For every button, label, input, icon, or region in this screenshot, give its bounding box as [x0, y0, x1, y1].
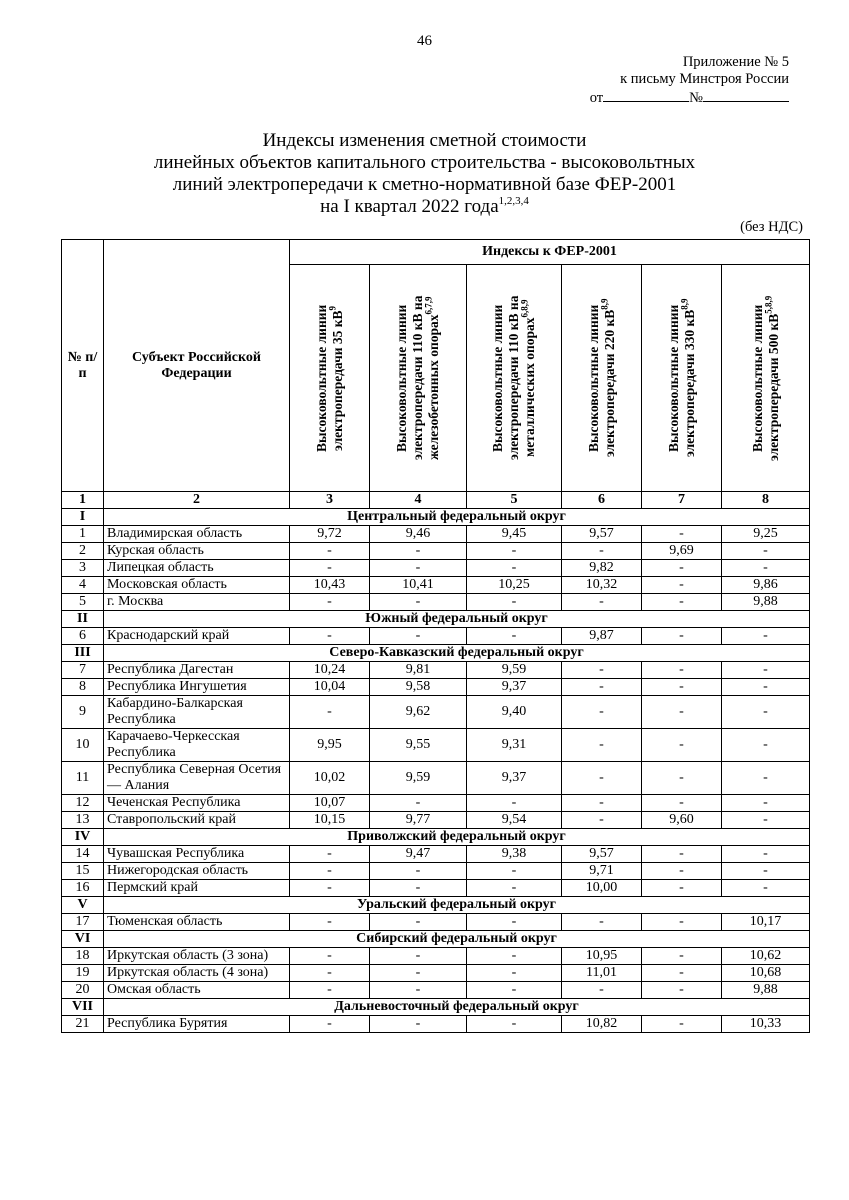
header-subject: Субъект Российской Федерации: [104, 240, 290, 492]
index-value: -: [370, 628, 467, 645]
table-row: [62, 696, 810, 729]
index-value: -: [722, 846, 810, 863]
header-index-col-7: [642, 265, 722, 492]
header-index-col-label: Высоковольтные линии электропередачи 110 кВ на металлических опорах: [490, 295, 537, 461]
row-subject: Нижегородская область: [104, 863, 290, 880]
row-number: 15: [62, 863, 104, 880]
index-value: 9,38: [467, 846, 562, 863]
index-value: -: [290, 594, 370, 611]
index-value: 10,00: [562, 880, 642, 897]
index-value: -: [642, 880, 722, 897]
index-value: -: [722, 662, 810, 679]
index-table: [61, 239, 810, 1033]
title-footnote-refs: 1,2,3,4: [498, 195, 529, 207]
row-subject: Ставропольский край: [104, 812, 290, 829]
district-name: Северо-Кавказский федеральный округ: [104, 645, 810, 662]
header-index-col-footnote: 6,8,9: [519, 299, 530, 318]
header-index-col-text: [394, 265, 442, 491]
index-value: -: [562, 914, 642, 931]
column-number-1: 1: [62, 492, 104, 509]
table-row: [62, 982, 810, 999]
index-value: -: [642, 628, 722, 645]
annex-line-3: [569, 88, 789, 107]
index-value: -: [642, 526, 722, 543]
district-number: V: [62, 897, 104, 914]
index-value: -: [562, 594, 642, 611]
annex-number-label: №: [689, 90, 703, 106]
row-subject: Краснодарский край: [104, 628, 290, 645]
header-index-col-label: Высоковольтные линии электропередачи 35 кВ: [313, 304, 345, 452]
table-body: [62, 509, 810, 1033]
index-value: -: [642, 560, 722, 577]
column-number-8: 8: [722, 492, 810, 509]
index-value: 9,60: [642, 812, 722, 829]
table-row: [62, 560, 810, 577]
index-value: 10,04: [290, 679, 370, 696]
index-value: 9,54: [467, 812, 562, 829]
index-value: -: [642, 729, 722, 762]
table-row: [62, 762, 810, 795]
index-value: 9,82: [562, 560, 642, 577]
row-number: 3: [62, 560, 104, 577]
row-subject: Кабардино-Балкарская Республика: [104, 696, 290, 729]
index-value: -: [642, 846, 722, 863]
index-value: -: [642, 863, 722, 880]
table-row: [62, 662, 810, 679]
index-value: 9,95: [290, 729, 370, 762]
district-name: Южный федеральный округ: [104, 611, 810, 628]
index-value: -: [290, 696, 370, 729]
index-value: 10,43: [290, 577, 370, 594]
row-number: 21: [62, 1016, 104, 1033]
district-row: [62, 611, 810, 628]
index-value: -: [370, 795, 467, 812]
table-row: [62, 594, 810, 611]
row-subject: Республика Дагестан: [104, 662, 290, 679]
index-value: -: [370, 560, 467, 577]
index-value: 10,07: [290, 795, 370, 812]
header-index-col-5: [467, 265, 562, 492]
column-number-4: 4: [370, 492, 467, 509]
index-value: -: [467, 880, 562, 897]
index-value: -: [370, 863, 467, 880]
header-num: № п/п: [62, 240, 104, 492]
table-row: [62, 729, 810, 762]
district-name: Сибирский федеральный округ: [104, 931, 810, 948]
index-value: -: [467, 863, 562, 880]
district-name: Приволжский федеральный округ: [104, 829, 810, 846]
index-value: 9,58: [370, 679, 467, 696]
index-value: 9,25: [722, 526, 810, 543]
no-vat-note: (без НДС): [740, 219, 803, 235]
row-number: 14: [62, 846, 104, 863]
table-row: [62, 795, 810, 812]
header-index-col-label: Высоковольтные линии электропередачи 220 кВ: [585, 304, 617, 458]
index-value: 10,82: [562, 1016, 642, 1033]
annex-date-blank: [603, 88, 689, 102]
index-value: -: [370, 965, 467, 982]
header-index-col-8: [722, 265, 810, 492]
header-index-col-label: Высоковольтные линии электропередачи 330 кВ: [665, 304, 697, 458]
row-subject: Иркутская область (4 зона): [104, 965, 290, 982]
index-value: -: [722, 696, 810, 729]
index-value: -: [722, 560, 810, 577]
district-number: III: [62, 645, 104, 662]
district-name: Дальневосточный федеральный округ: [104, 999, 810, 1016]
header-index-col-label: Высоковольтные линии электропередачи 110 кВ на железобетонных опорах: [394, 295, 441, 461]
row-subject: Республика Ингушетия: [104, 679, 290, 696]
index-value: -: [562, 543, 642, 560]
district-row: [62, 645, 810, 662]
index-value: -: [642, 1016, 722, 1033]
row-subject: г. Москва: [104, 594, 290, 611]
index-value: -: [370, 880, 467, 897]
index-value: -: [562, 762, 642, 795]
index-value: 10,32: [562, 577, 642, 594]
row-subject: Владимирская область: [104, 526, 290, 543]
column-number-5: 5: [467, 492, 562, 509]
table-row: [62, 679, 810, 696]
column-number-2: 2: [104, 492, 290, 509]
title-line-2: линейных объектов капитального строительства - высоковольтных: [153, 152, 696, 173]
row-number: 16: [62, 880, 104, 897]
index-value: 9,59: [467, 662, 562, 679]
row-subject: Тюменская область: [104, 914, 290, 931]
table-row: [62, 914, 810, 931]
index-value: 10,15: [290, 812, 370, 829]
index-value: 9,72: [290, 526, 370, 543]
index-value: 9,37: [467, 679, 562, 696]
header-index-col-footnote: 5,8,9: [763, 295, 773, 314]
index-value: 10,62: [722, 948, 810, 965]
district-number: IV: [62, 829, 104, 846]
index-value: -: [722, 543, 810, 560]
index-value: -: [642, 982, 722, 999]
index-value: -: [290, 914, 370, 931]
index-value: 9,57: [562, 846, 642, 863]
title-line-4: [0, 196, 849, 218]
header-index-col-footnote: 6,7,9: [423, 296, 434, 315]
district-row: [62, 829, 810, 846]
row-subject: Курская область: [104, 543, 290, 560]
row-subject: Чувашская Республика: [104, 846, 290, 863]
table-row: [62, 543, 810, 560]
index-value: 9,40: [467, 696, 562, 729]
index-value: -: [290, 628, 370, 645]
header-index-col-text: [666, 265, 698, 491]
index-value: -: [722, 880, 810, 897]
index-value: 9,69: [642, 543, 722, 560]
row-number: 4: [62, 577, 104, 594]
annex-block: [569, 54, 789, 107]
index-value: -: [722, 729, 810, 762]
index-value: -: [467, 982, 562, 999]
index-value: 9,47: [370, 846, 467, 863]
row-subject: Республика Бурятия: [104, 1016, 290, 1033]
index-value: -: [290, 863, 370, 880]
index-value: 9,88: [722, 982, 810, 999]
index-value: -: [370, 982, 467, 999]
annex-date-label: от: [589, 90, 604, 106]
index-value: -: [722, 863, 810, 880]
header-index-col-text: [586, 265, 618, 491]
table-row: [62, 628, 810, 645]
row-number: 12: [62, 795, 104, 812]
title-line-4-text: на I квартал 2022 года: [320, 196, 499, 217]
index-value: -: [562, 696, 642, 729]
index-value: -: [370, 543, 467, 560]
table-row: [62, 526, 810, 543]
header-index-col-4: [370, 265, 467, 492]
row-number: 1: [62, 526, 104, 543]
row-number: 11: [62, 762, 104, 795]
district-row: [62, 931, 810, 948]
index-value: -: [722, 628, 810, 645]
header-group: Индексы к ФЕР-2001: [290, 240, 810, 265]
title-line-3: линий электропередачи к сметно-нормативной базе ФЕР-2001: [172, 174, 677, 195]
index-value: -: [370, 914, 467, 931]
row-number: 19: [62, 965, 104, 982]
index-value: -: [290, 965, 370, 982]
header-index-col-footnote: 8,9: [679, 298, 689, 310]
index-value: -: [642, 795, 722, 812]
index-value: -: [562, 795, 642, 812]
index-value: -: [722, 812, 810, 829]
district-name: Центральный федеральный округ: [104, 509, 810, 526]
header-index-col-6: [562, 265, 642, 492]
district-row: [62, 999, 810, 1016]
header-index-col-text: [490, 265, 538, 491]
index-value: 10,02: [290, 762, 370, 795]
index-value: -: [642, 948, 722, 965]
row-number: 18: [62, 948, 104, 965]
row-subject: Пермский край: [104, 880, 290, 897]
row-subject: Иркутская область (3 зона): [104, 948, 290, 965]
index-value: -: [722, 795, 810, 812]
index-value: 9,71: [562, 863, 642, 880]
table-row: [62, 880, 810, 897]
index-value: 9,62: [370, 696, 467, 729]
index-value: 10,33: [722, 1016, 810, 1033]
index-value: 9,31: [467, 729, 562, 762]
annex-number-blank: [703, 88, 789, 102]
index-value: 9,88: [722, 594, 810, 611]
row-number: 8: [62, 679, 104, 696]
header-index-col-text: [314, 265, 346, 491]
index-value: -: [467, 594, 562, 611]
index-value: -: [642, 696, 722, 729]
index-value: -: [642, 662, 722, 679]
index-value: -: [467, 948, 562, 965]
table-row: [62, 846, 810, 863]
index-value: 9,37: [467, 762, 562, 795]
index-value: -: [290, 543, 370, 560]
index-value: -: [467, 543, 562, 560]
header-index-col-3: [290, 265, 370, 492]
title-line-1: Индексы изменения сметной стоимости: [262, 130, 587, 151]
row-number: 7: [62, 662, 104, 679]
index-value: 10,17: [722, 914, 810, 931]
row-number: 9: [62, 696, 104, 729]
index-value: -: [290, 560, 370, 577]
header-row-1: [62, 240, 810, 265]
index-value: -: [642, 679, 722, 696]
district-name: Уральский федеральный округ: [104, 897, 810, 914]
index-value: -: [642, 914, 722, 931]
index-value: -: [370, 1016, 467, 1033]
index-value: 9,45: [467, 526, 562, 543]
table-row: [62, 948, 810, 965]
index-value: 10,95: [562, 948, 642, 965]
table-row: [62, 577, 810, 594]
table-row: [62, 812, 810, 829]
page-number: 46: [417, 33, 432, 49]
index-value: 9,46: [370, 526, 467, 543]
index-value: 10,41: [370, 577, 467, 594]
row-subject: Московская область: [104, 577, 290, 594]
table-row: [62, 1016, 810, 1033]
index-value: 9,87: [562, 628, 642, 645]
table-row: [62, 965, 810, 982]
header-index-col-text: [750, 265, 782, 491]
index-value: -: [290, 880, 370, 897]
index-value: -: [562, 679, 642, 696]
table-row: [62, 863, 810, 880]
index-value: 10,25: [467, 577, 562, 594]
index-value: -: [290, 982, 370, 999]
index-value: -: [722, 762, 810, 795]
index-value: -: [290, 1016, 370, 1033]
index-value: 10,24: [290, 662, 370, 679]
index-value: 9,86: [722, 577, 810, 594]
index-value: -: [467, 914, 562, 931]
row-number: 13: [62, 812, 104, 829]
index-value: -: [562, 812, 642, 829]
index-value: -: [642, 577, 722, 594]
row-number: 5: [62, 594, 104, 611]
district-row: [62, 509, 810, 526]
district-number: VII: [62, 999, 104, 1016]
index-value: -: [642, 594, 722, 611]
header-index-col-label: Высоковольтные линии электропередачи 500 кВ: [749, 304, 781, 461]
header-index-col-footnote: 9: [327, 305, 337, 310]
column-numbers-row: [62, 492, 810, 509]
index-value: 10,68: [722, 965, 810, 982]
index-value: -: [467, 1016, 562, 1033]
district-number: II: [62, 611, 104, 628]
index-value: -: [370, 594, 467, 611]
row-subject: Омская область: [104, 982, 290, 999]
index-value: -: [467, 628, 562, 645]
index-value: -: [370, 948, 467, 965]
header-index-col-footnote: 8,9: [599, 298, 609, 310]
index-value: -: [562, 662, 642, 679]
annex-line-1: Приложение № 5: [682, 54, 789, 70]
column-number-3: 3: [290, 492, 370, 509]
row-number: 10: [62, 729, 104, 762]
index-value: -: [290, 948, 370, 965]
index-value: -: [562, 982, 642, 999]
index-value: -: [642, 762, 722, 795]
row-subject: Карачаево-Черкесская Республика: [104, 729, 290, 762]
column-number-6: 6: [562, 492, 642, 509]
index-value: -: [467, 795, 562, 812]
index-value: 9,57: [562, 526, 642, 543]
district-number: VI: [62, 931, 104, 948]
index-value: -: [722, 679, 810, 696]
row-subject: Республика Северная Осетия — Алания: [104, 762, 290, 795]
index-value: 9,55: [370, 729, 467, 762]
index-value: 9,59: [370, 762, 467, 795]
index-value: 9,77: [370, 812, 467, 829]
document-title: [0, 130, 849, 218]
index-value: -: [467, 560, 562, 577]
column-number-7: 7: [642, 492, 722, 509]
row-subject: Чеченская Республика: [104, 795, 290, 812]
index-value: -: [290, 846, 370, 863]
index-value: 11,01: [562, 965, 642, 982]
row-number: 20: [62, 982, 104, 999]
index-value: 9,81: [370, 662, 467, 679]
row-number: 6: [62, 628, 104, 645]
row-number: 17: [62, 914, 104, 931]
row-subject: Липецкая область: [104, 560, 290, 577]
index-value: -: [562, 729, 642, 762]
district-row: [62, 897, 810, 914]
index-value: -: [467, 965, 562, 982]
row-number: 2: [62, 543, 104, 560]
index-value: -: [642, 965, 722, 982]
annex-line-2: к письму Минстроя России: [620, 71, 789, 87]
district-number: I: [62, 509, 104, 526]
